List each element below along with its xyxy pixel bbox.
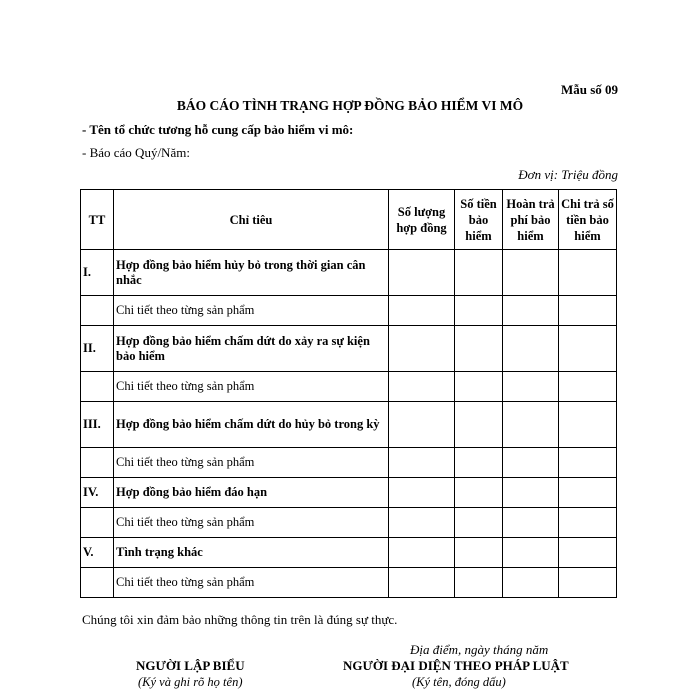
organization-line: - Tên tổ chức tương hỗ cung cấp bảo hiểm vi mô: <box>82 122 354 137</box>
cell[interactable] <box>455 250 503 296</box>
detail-label: Chi tiết theo từng sản phẩm <box>114 448 389 478</box>
cell[interactable] <box>455 372 503 402</box>
table-row <box>81 372 617 402</box>
cell[interactable] <box>559 402 617 448</box>
header-tt: TT <box>81 190 114 250</box>
table-row <box>81 402 617 448</box>
cell[interactable] <box>455 402 503 448</box>
section-number: III. <box>81 402 114 448</box>
cell[interactable] <box>389 326 455 372</box>
place-date: Địa điểm, ngày tháng năm <box>410 642 549 657</box>
header-sum-insured: Số tiền bảo hiểm <box>455 190 503 250</box>
cell[interactable] <box>559 568 617 598</box>
confirmation-text: Chúng tôi xin đảm bảo những thông tin trên là đúng sự thực. <box>82 612 398 627</box>
cell[interactable] <box>389 538 455 568</box>
section-label: Hợp đồng bảo hiểm chấm dứt do xảy ra sự kiện bảo hiểm <box>114 326 389 372</box>
cell[interactable] <box>559 372 617 402</box>
cell[interactable] <box>559 478 617 508</box>
cell <box>81 448 114 478</box>
table-row <box>81 448 617 478</box>
cell[interactable] <box>455 296 503 326</box>
header-paid: Chi trả số tiền bảo hiểm <box>559 190 617 250</box>
report-table <box>80 189 617 598</box>
cell[interactable] <box>559 326 617 372</box>
table-row <box>81 538 617 568</box>
table-row <box>81 568 617 598</box>
cell[interactable] <box>559 296 617 326</box>
cell <box>81 296 114 326</box>
detail-label: Chi tiết theo từng sản phẩm <box>114 508 389 538</box>
cell[interactable] <box>503 448 559 478</box>
cell[interactable] <box>503 538 559 568</box>
cell[interactable] <box>455 568 503 598</box>
cell[interactable] <box>389 448 455 478</box>
legal-representative-title: NGƯỜI ĐẠI DIỆN THEO PHÁP LUẬT <box>343 658 569 673</box>
section-label: Hợp đồng bảo hiểm chấm dứt do hủy bỏ trong kỳ <box>114 402 389 448</box>
cell[interactable] <box>455 448 503 478</box>
cell[interactable] <box>389 478 455 508</box>
form-number: Mẫu số 09 <box>560 82 618 97</box>
section-label: Hợp đồng bảo hiểm hủy bỏ trong thời gian cân nhắc <box>114 250 389 296</box>
cell[interactable] <box>389 508 455 538</box>
cell[interactable] <box>389 372 455 402</box>
period-line: - Báo cáo Quý/Năm: <box>82 145 190 160</box>
table-row <box>81 478 617 508</box>
cell[interactable] <box>389 250 455 296</box>
cell[interactable] <box>559 250 617 296</box>
cell[interactable] <box>559 448 617 478</box>
cell[interactable] <box>455 326 503 372</box>
cell[interactable] <box>389 568 455 598</box>
section-number: II. <box>81 326 114 372</box>
detail-label: Chi tiết theo từng sản phẩm <box>114 296 389 326</box>
section-label: Hợp đồng bảo hiểm đáo hạn <box>114 478 389 508</box>
detail-label: Chi tiết theo từng sản phẩm <box>114 568 389 598</box>
cell <box>81 372 114 402</box>
header-criteria: Chỉ tiêu <box>114 190 389 250</box>
preparer-title: NGƯỜI LẬP BIỂU <box>136 658 245 673</box>
unit-label: Đơn vị: Triệu đồng <box>518 167 618 182</box>
cell[interactable] <box>389 296 455 326</box>
section-number: IV. <box>81 478 114 508</box>
section-number: I. <box>81 250 114 296</box>
cell[interactable] <box>503 326 559 372</box>
cell[interactable] <box>503 568 559 598</box>
cell[interactable] <box>559 538 617 568</box>
legal-representative-note: (Ký tên, đóng dấu) <box>412 675 506 689</box>
cell[interactable] <box>455 508 503 538</box>
cell[interactable] <box>503 508 559 538</box>
header-refund: Hoàn trả phí bảo hiểm <box>503 190 559 250</box>
section-number: V. <box>81 538 114 568</box>
table-row <box>81 508 617 538</box>
cell[interactable] <box>503 372 559 402</box>
report-title: BÁO CÁO TÌNH TRẠNG HỢP ĐỒNG BẢO HIỂM VI MÔ <box>176 98 524 113</box>
cell[interactable] <box>389 402 455 448</box>
table-row <box>81 296 617 326</box>
table-row <box>81 250 617 296</box>
header-contracts: Số lượng hợp đồng <box>389 190 455 250</box>
table-row <box>81 326 617 372</box>
cell[interactable] <box>455 538 503 568</box>
cell <box>81 568 114 598</box>
detail-label: Chi tiết theo từng sản phẩm <box>114 372 389 402</box>
cell[interactable] <box>503 478 559 508</box>
cell[interactable] <box>559 508 617 538</box>
cell[interactable] <box>503 296 559 326</box>
cell <box>81 508 114 538</box>
table-header-row <box>81 190 617 250</box>
cell[interactable] <box>455 478 503 508</box>
section-label: Tình trạng khác <box>114 538 389 568</box>
cell[interactable] <box>503 402 559 448</box>
preparer-note: (Ký và ghi rõ họ tên) <box>138 675 243 689</box>
cell[interactable] <box>503 250 559 296</box>
